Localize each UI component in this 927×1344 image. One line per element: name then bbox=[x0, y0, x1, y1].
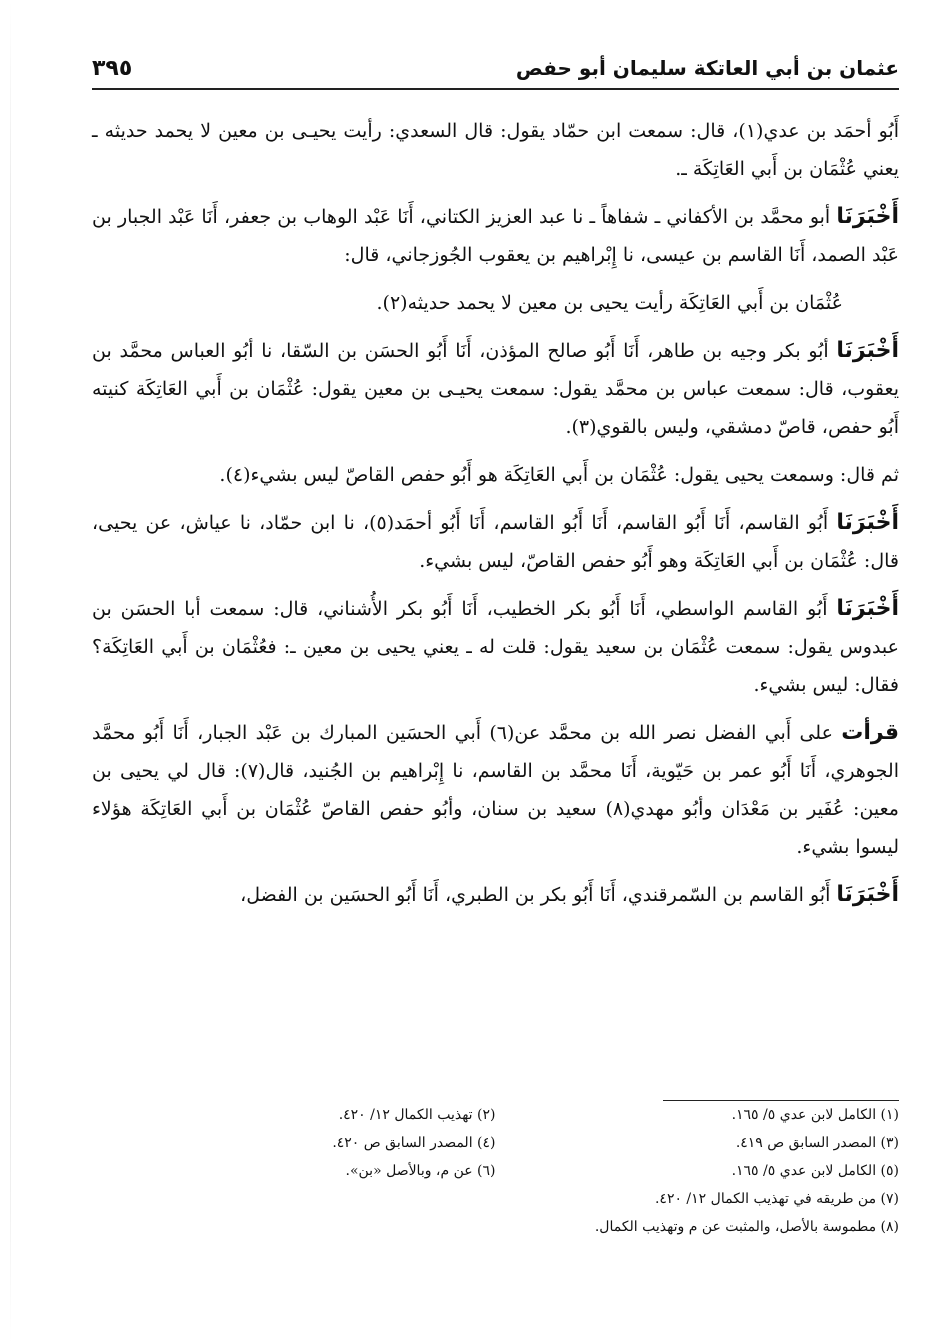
footnote-row bbox=[92, 1101, 899, 1129]
paragraph bbox=[92, 284, 899, 322]
paragraph bbox=[92, 112, 899, 188]
main-text bbox=[92, 112, 899, 924]
running-header bbox=[92, 52, 899, 90]
footnote: (٧) من طريقه في تهذيب الكمال ١٢/ ٤٢٠. bbox=[654, 1191, 899, 1207]
paragraph-lead-word: أَخْبَرَنَا bbox=[836, 882, 899, 907]
paragraph-lead-word: أَخْبَرَنَا bbox=[836, 596, 899, 621]
page-edge-shadow bbox=[10, 0, 11, 1344]
footnote: (٨) مطموسة بالأصل، والمثبت عن م وتهذيب الكمال. bbox=[594, 1219, 899, 1235]
paragraph bbox=[92, 876, 899, 914]
paragraph-text: أَبُو القاسم الواسطي، أَنَا أَبُو بكر الخطيب، أَنَا أَبُو بكر الأُشناني، قال: سمعت أبا الحسَن بن عبدوس يقول: سمعت عُثْمَان بن سعيد يقول: قلت له ـ يعني يحيى بن معين ـ: فعُثْمَان بن أَبي العَاتِكَة؟ فقال: ليس بشيء. bbox=[92, 598, 899, 696]
footnote: (٢) تهذيب الكمال ١٢/ ٤٢٠. bbox=[338, 1107, 496, 1123]
paragraph-text: ثم قال: وسمعت يحيى يقول: عُثْمَان بن أَبي العَاتِكَة هو أَبُو حفص القاصّ ليس بشيء(٤). bbox=[219, 464, 899, 486]
footnote: (١) الكامل لابن عدي ٥/ ١٦٥. bbox=[731, 1107, 899, 1123]
footnotes bbox=[92, 1100, 899, 1241]
footnote: (٤) المصدر السابق ص ٤٢٠. bbox=[332, 1135, 496, 1151]
footnote: (٦) عن م، وبالأصل «بن». bbox=[345, 1163, 496, 1179]
footnote: (٥) الكامل لابن عدي ٥/ ١٦٥. bbox=[731, 1163, 899, 1179]
paragraph bbox=[92, 714, 899, 866]
paragraph-text: أبُو بكر وجيه بن طاهر، أَنَا أَبُو صالح المؤذن، أَنَا أَبُو الحسَن بن السّقا، نا أبُو العباس محمَّد بن يعقوب، قال: سمعت عباس بن محمَّد يقول: سمعت يحيـى بن معين يقول: عُثْمَان بن أَبي العَاتِكَة كنيته أَبُو حفص، قاصّ دمشقي، وليس بالقوي(٣). bbox=[92, 340, 899, 438]
paragraph-text: أَبُو أحمَد بن عدي(١)، قال: سمعت ابن حمّاد يقول: قال السعدي: رأيت يحيـى بن معين لا يحمد حديثه ـ يعني عُثْمَان بن أَبي العَاتِكَة ـ. bbox=[92, 120, 899, 180]
paragraph-text: أَبُو القاسم، أَنَا أَبُو القاسم، أَنَا أَبُو القاسم، أَنَا أَبُو أحمَد(٥)، نا ابن حمّاد، نا عياش، عن يحيى، قال: عُثْمَان بن أَبي العَاتِكَة وهو أَبُو حفص القاصّ، ليس بشيء. bbox=[92, 512, 899, 572]
paragraph-lead-word: أَخْبَرَنَا bbox=[836, 510, 899, 535]
paragraph bbox=[92, 332, 899, 446]
header-title: عثمان بن أبي العاتكة سليمان أبو حفص bbox=[515, 56, 899, 80]
paragraph bbox=[92, 504, 899, 580]
paragraph bbox=[92, 456, 899, 494]
paragraph-text: أبو محمَّد بن الأكفاني ـ شفاهاً ـ نا عبد العزيز الكتاني، أَنَا عَبْد الوهاب بن جعفر، أَنَا عَبْد الجبار بن عَبْد الصمد، أَنَا القاسم بن عيسى، نا إِبْراهيم بن يعقوب الجُوزجاني، قال: bbox=[92, 206, 899, 266]
paragraph-text: أَبُو القاسم بن السّمرقندي، أَنَا أَبُو بكر بن الطبري، أَنَا أَبُو الحسَين بن الفضل، bbox=[240, 884, 837, 906]
paragraph-text: على أَبي الفضل نصر الله بن محمَّد عن(٦) أَبي الحسَين المبارك بن عَبْد الجبار، أَنَا أَبُو محمَّد الجوهري، أَنَا أَبُو عمر بن حَيّوية، أَنَا محمَّد بن القاسم، نا إِبْراهيم بن الجُنيد، قال(٧): قال لي يحيى بن معين: عُفَير بن مَعْدَان وأبُو مهدي(٨) سعيد بن سنان، وأبُو حفص القاصّ عُثْمَان بن أَبي العَاتِكَة هؤلاء ليسوا بشيء. bbox=[92, 722, 899, 858]
paragraph-lead-word: أَخْبَرَنَا bbox=[836, 338, 899, 363]
paragraph-text: عُثْمَان بن أَبي العَاتِكَة رأيت يحيى بن معين لا يحمد حديثه(٢). bbox=[376, 292, 843, 314]
footnote-row bbox=[92, 1157, 899, 1185]
page-number: ٣٩٥ bbox=[92, 56, 133, 81]
footnote-row bbox=[92, 1129, 899, 1157]
paragraph-lead-word: أَخْبَرَنَا bbox=[836, 204, 899, 229]
paragraph bbox=[92, 590, 899, 704]
paragraph-lead-word: قرأت bbox=[841, 720, 899, 745]
paragraph bbox=[92, 198, 899, 274]
footnote: (٣) المصدر السابق ص ٤١٩. bbox=[735, 1135, 899, 1151]
